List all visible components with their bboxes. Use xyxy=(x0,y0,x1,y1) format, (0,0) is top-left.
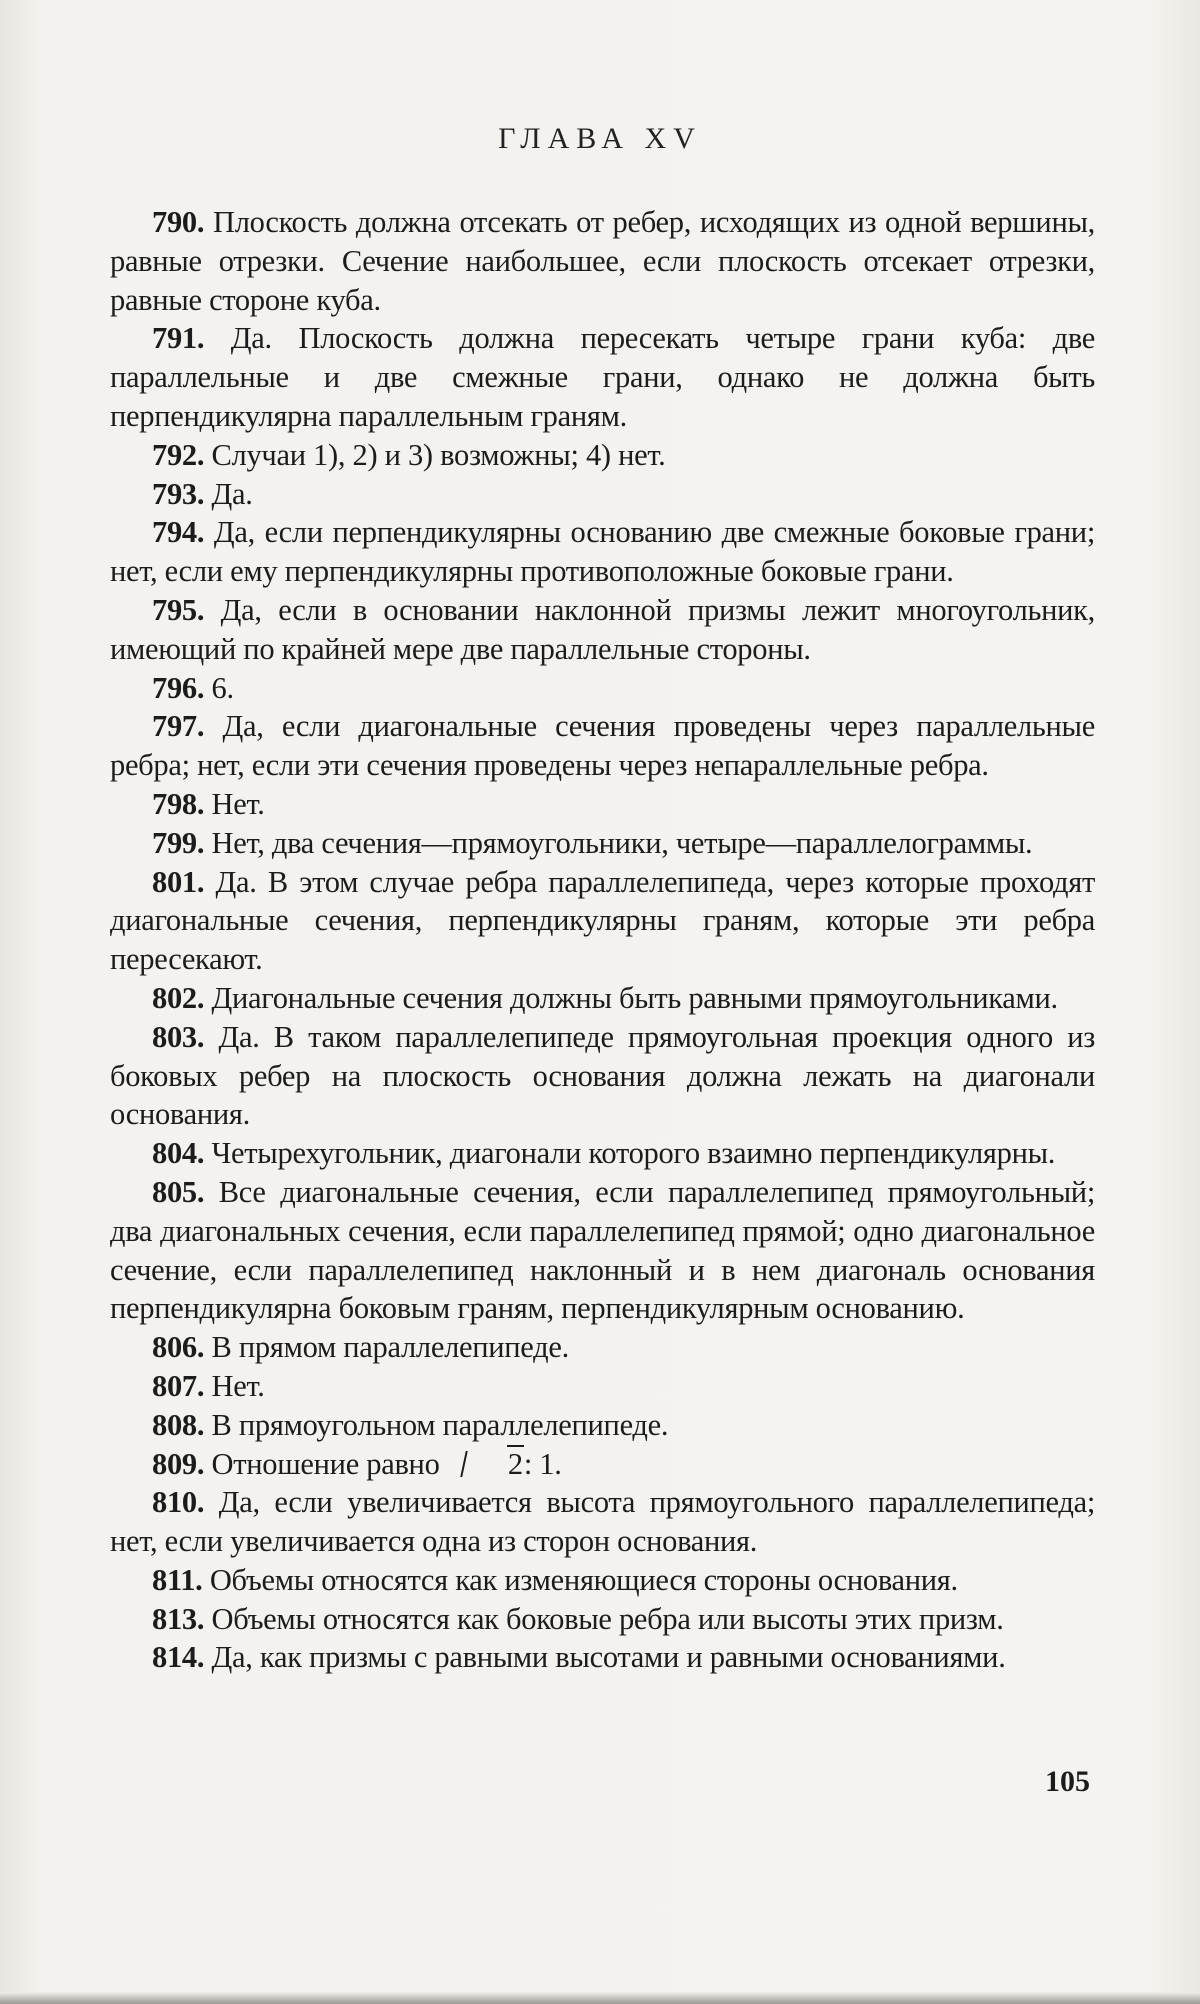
answer-number: 814. xyxy=(152,1640,205,1675)
answer-number: 811. xyxy=(152,1562,203,1597)
page-bottom-edge xyxy=(0,1992,1200,2004)
answer-item xyxy=(110,203,1095,319)
answer-item xyxy=(110,1328,1095,1367)
answer-number: 796. xyxy=(152,670,205,705)
answer-item xyxy=(110,1406,1095,1445)
answer-text: Да. В таком параллелепипеде прямоугольная проекция одного из боковых ребер на плоскость основания должна лежать на диагонали основания. xyxy=(110,1019,1095,1132)
answer-text: Объемы относятся как боковые ребра или высоты этих призм. xyxy=(204,1601,1004,1636)
answer-text: Объемы относятся как изменяющиеся стороны основания. xyxy=(202,1562,958,1597)
answer-item xyxy=(110,979,1095,1018)
answer-number: 798. xyxy=(152,786,205,821)
answers-list xyxy=(110,203,1095,1677)
answer-text: Нет, два сечения—прямоугольники, четыре—параллелограммы. xyxy=(204,825,1033,860)
answer-text: Отношение равно xyxy=(204,1446,447,1481)
answer-number: 792. xyxy=(152,437,205,472)
page-number: 105 xyxy=(1045,1765,1090,1798)
answer-text: Да, если увеличивается высота прямоугольного параллелепипеда; нет, если увеличивается одна из сторон основания. xyxy=(110,1485,1095,1559)
answer-item xyxy=(110,1445,1095,1484)
answer-number: 790. xyxy=(152,205,205,239)
answer-item xyxy=(110,1483,1095,1561)
answer-item xyxy=(110,1134,1095,1173)
answer-text: Да. В этом случае ребра параллелепипеда, через которые проходят диагональные сечения, перпендикулярны граням, которые эти ребра пересекают. xyxy=(110,864,1095,977)
chapter-title: ГЛАВА XV xyxy=(498,122,702,155)
answer-item xyxy=(110,1367,1095,1406)
answer-number: 808. xyxy=(152,1407,205,1442)
answer-item xyxy=(110,475,1095,514)
answer-number: 791. xyxy=(152,321,205,356)
answer-text: Нет. xyxy=(204,786,265,821)
square-root xyxy=(447,1445,524,1484)
answer-text-rest: : 1. xyxy=(523,1446,562,1481)
answer-item xyxy=(110,513,1095,591)
answer-text: Случаи 1), 2) и 3) возможны; 4) нет. xyxy=(204,437,666,472)
answer-item xyxy=(110,669,1095,708)
answer-number: 813. xyxy=(152,1601,205,1636)
answer-text: В прямоугольном параллелепипеде. xyxy=(204,1407,669,1442)
answer-number: 806. xyxy=(152,1330,205,1365)
answer-item xyxy=(110,863,1095,979)
answer-number: 803. xyxy=(152,1019,205,1054)
answer-number: 799. xyxy=(152,825,205,860)
answer-text: Да, если в основании наклонной призмы лежит многоугольник, имеющий по крайней мере две параллельные стороны. xyxy=(110,592,1095,666)
answer-number: 794. xyxy=(152,515,205,550)
answer-number: 809. xyxy=(152,1446,205,1481)
answer-item xyxy=(110,591,1095,669)
answer-item xyxy=(110,1561,1095,1600)
answer-number: 805. xyxy=(152,1174,205,1209)
answer-item xyxy=(110,1018,1095,1134)
answer-text: Диагональные сечения должны быть равными прямоугольниками. xyxy=(204,980,1058,1015)
answer-number: 801. xyxy=(152,864,205,899)
answer-text: Плоскость должна отсекать от ребер, исходящих из одной вершины, равные отрезки. Сечение наибольшее, если плоскость отсекает отрезки, равные стороне куба. xyxy=(110,205,1095,317)
answer-item xyxy=(110,824,1095,863)
answer-item xyxy=(110,1638,1095,1677)
answer-text: Да, как призмы с равными высотами и равными основаниями. xyxy=(204,1640,1006,1675)
answer-text: Нет. xyxy=(204,1368,265,1403)
answer-number: 810. xyxy=(152,1485,205,1520)
radicand: 2 xyxy=(507,1446,523,1481)
answer-item xyxy=(110,707,1095,785)
answer-text: В прямом параллелепипеде. xyxy=(204,1330,569,1365)
answer-number: 802. xyxy=(152,980,205,1015)
answer-text: Да. xyxy=(204,476,253,511)
answer-number: 807. xyxy=(152,1368,205,1403)
answer-item xyxy=(110,1600,1095,1639)
answer-number: 804. xyxy=(152,1136,205,1171)
answer-item xyxy=(110,785,1095,824)
answer-number: 797. xyxy=(152,709,205,744)
answer-item xyxy=(110,319,1095,435)
answer-number: 793. xyxy=(152,476,205,511)
answer-text: Да, если диагональные сечения проведены через параллельные ребра; нет, если эти сечения проведены через непараллельные ребра. xyxy=(110,709,1095,783)
answer-number: 795. xyxy=(152,592,205,627)
answer-text: Все диагональные сечения, если параллелепипед прямоугольный; два диагональных сечения, если параллелепипед прямой; одно диагональное сечение, если параллелепипед наклонный и в нем диагональ основания перпендикулярна боковым граням, перпендикулярным основанию. xyxy=(110,1174,1095,1326)
answer-text: 6. xyxy=(204,670,234,705)
answer-item xyxy=(110,1173,1095,1328)
answer-text: Да. Плоскость должна пересекать четыре грани куба: две параллельные и две смежные грани, однако не должна быть перпендикулярна параллельным граням. xyxy=(110,321,1095,433)
answer-text: Да, если перпендикулярны основанию две смежные боковые грани; нет, если ему перпендикулярны противоположные боковые грани. xyxy=(110,515,1095,589)
answer-item xyxy=(110,436,1095,475)
answer-text: Четырехугольник, диагонали которого взаимно перпендикулярны. xyxy=(204,1136,1056,1171)
